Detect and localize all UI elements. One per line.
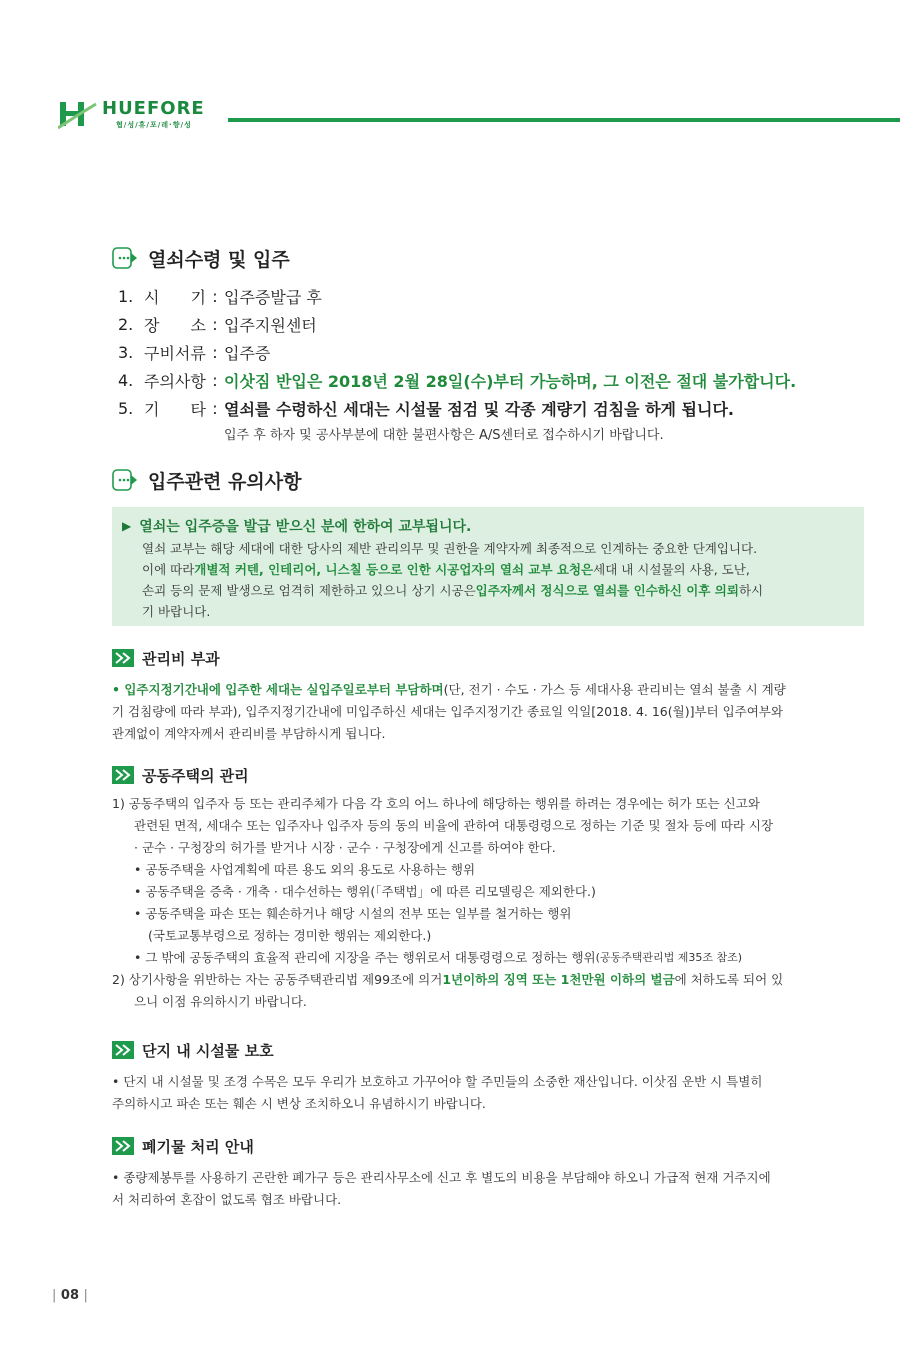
key-notice-box [112,507,864,626]
section-heading-key [112,244,290,272]
notice-line: 손괴 등의 문제 발생으로 엄격히 제한하고 있으니 상기 시공은 입주자께서 정식으로 열쇠를 인수하신 이후 의뢰 하시 [142,582,764,598]
subheading-facility-protection: 단지 내 시설물 보호 [112,1038,274,1062]
waste-disposal-text: • 종량제봉투를 사용하기 곤란한 폐가구 등은 관리사무소에 신고 후 별도의 비용을 부담해야 하오니 가급적 현재 거주지에 서 처리하여 혼잡이 없도록 협조 바랍니다. [112,1170,771,1207]
section-title: 입주관련 유의사항 [148,470,302,493]
info-row-documents: 3. 구비서류 : 입주증 [118,342,271,363]
double-chevron-icon [112,1041,134,1059]
page-number: | 08 | [52,1288,88,1303]
notice-line: 열쇠 교부는 해당 세대에 대한 당사의 제반 관리의무 및 권한을 계약자께 최종적으로 인계하는 중요한 단계입니다. [142,540,758,556]
notice-line: 기 바랍니다. [142,603,211,619]
info-row-time: 1. 시 기 : 입주증발급 후 [118,286,322,307]
subheading-management-fee: 관리비 부과 [112,646,220,670]
logo-subtext: 협/성/휴/포/레·향/성 [116,121,192,129]
huefore-logo-icon [58,98,98,130]
notice-line: 이에 따라 개별적 커텐, 인테리어, 니스칠 등으로 인한 시공업자의 열쇠 교부 요청은 세대 내 시설물의 사용, 도난, [142,561,750,577]
logo-text: HUEFORE [102,98,205,119]
subheading-waste-disposal: 폐기물 처리 안내 [112,1134,254,1158]
double-chevron-icon [112,1137,134,1155]
section-title: 열쇠수령 및 입주 [148,248,290,271]
section-heading-notice [112,466,301,494]
double-chevron-icon [112,649,134,667]
move-in-info-list [118,282,858,444]
double-chevron-icon [112,766,134,784]
info-row-place: 2. 장 소 : 입주지원센터 [118,314,317,335]
notice-heading: ▶ 열쇠는 입주증을 발급 받으신 분에 한하여 교부됩니다. [122,519,472,535]
info-row-other: 5. 기 타 : 열쇠를 수령하신 세대는 시설물 점검 및 각종 계량기 검침을 하게 됩니다. [118,398,735,419]
housing-management-text: 1) 공동주택의 입주자 등 또는 관리주체가 다음 각 호의 어느 하나에 해당하는 행위를 하려는 경우에는 허가 또는 신고와 관련된 면적, 세대수 또는 입주자나 입주자 등의 동의 비율에 관하여 대통령령으로 정하는 기준 및 절차 등에 따라 시장 · 군수 · 구청장의 허가를 받거나 시장 · 군수 · 구청장에게 신고를 하여야 한다. • 공동주택을 사업계획에 따른 용도 외의 용도로 사용하는 행위 • 공동주택을 증축 · 개축 · 대수선하는 행위(「주택법」에 따른 리모델링은 제외한다.) • 공동주택을 파손 또는 훼손하거나 해당 시설의 전부 또는 일부를 철거하는 행위 (국토교통부령으로 정하는 경미한 행위는 제외한다.) • 그 밖에 공동주택의 효율적 관리에 지장을 주는 행위로서 대통령령으로 정하는 행위 (공동주택관리법 제35조 참조) 2) 상기사항을 위반하는 자는 공동주택관리법 제99조에 의거 1년이하의 징역 또는 1천만원 이하의 벌금 에 처하도록 되어 있 으니 이점 유의하시기 바랍니다. [112,796,784,1009]
management-fee-text: • 입주지정기간내에 입주한 세대는 실입주일로부터 부담하며 (단, 전기 · 수도 · 가스 등 세대사용 관리비는 열쇠 불출 시 계량 기 검침량에 따라 부과), 입주지정기간내에 미입주하신 세대는 입주지정기간 종료일 익일[2018. 4. 16(월)]부터 입주여부와 관계없이 계약자께서 관리비를 부담하시게 됩니다. [112,682,786,741]
arrow-box-icon [112,468,138,492]
triangle-right-icon: ▶ [122,519,132,533]
facility-protection-text: • 단지 내 시설물 및 조경 수목은 모두 우리가 보호하고 가꾸어야 할 주민들의 소중한 재산입니다. 이삿짐 운반 시 특별히 주의하시고 파손 또는 훼손 시 변상 조치하오니 유념하시기 바랍니다. [112,1074,763,1111]
subheading-housing-management: 공동주택의 관리 [112,763,249,787]
info-row-caution: 4. 주의사항 : 이삿짐 반입은 2018년 2월 28일(수)부터 가능하며, 그 이전은 절대 불가합니다. [118,370,797,391]
arrow-box-icon [112,246,138,270]
header [58,96,900,136]
header-divider [228,118,900,122]
info-sub-note: 입주 후 하자 및 공사부분에 대한 불편사항은 A/S센터로 접수하시기 바랍니다. [224,427,664,443]
